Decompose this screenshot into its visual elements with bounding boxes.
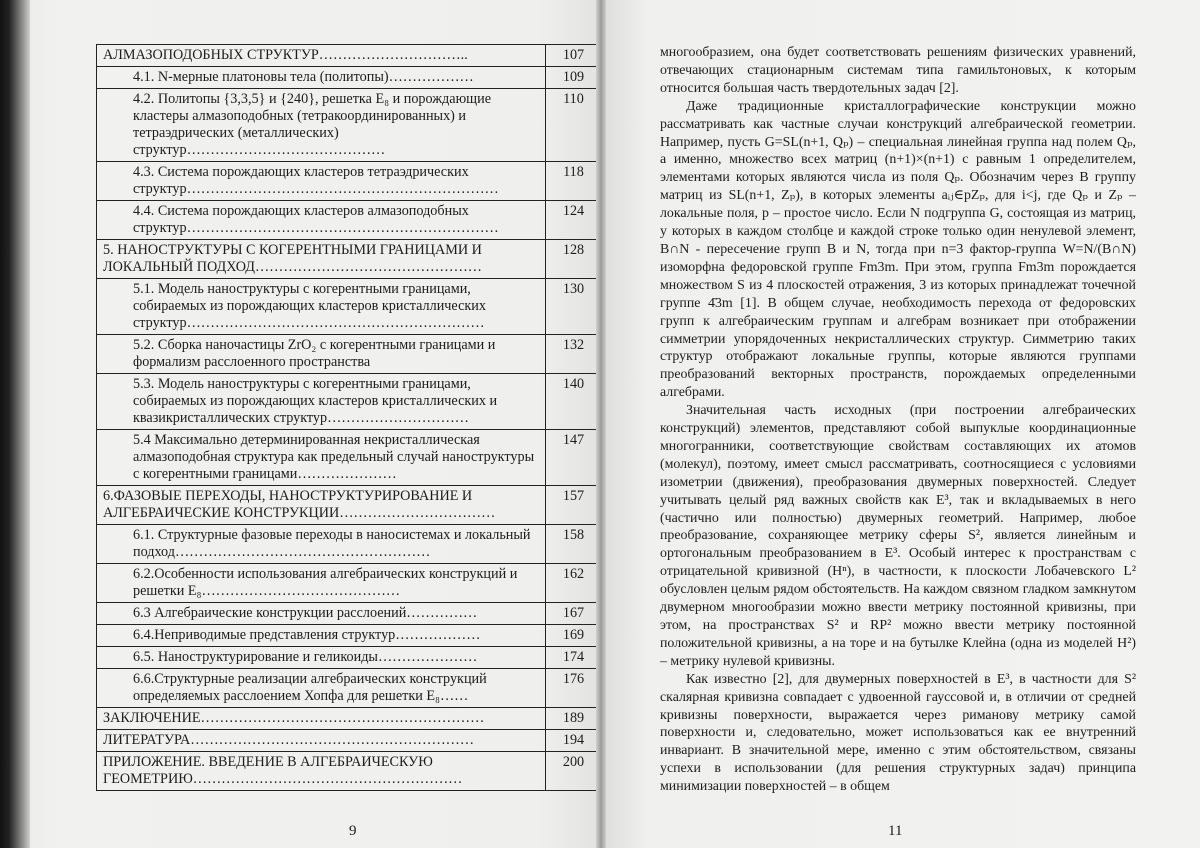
toc-entry-label: 6.5. Наноструктурирование и геликоиды………………… xyxy=(133,649,539,666)
toc-entry xyxy=(96,668,600,707)
toc-entry xyxy=(96,646,600,668)
toc-entry-label: 5.3. Модель наноструктуры с когерентными границами, собираемых из порождающих кластеров кристаллических и квазикристаллических структур………………………… xyxy=(133,376,539,427)
toc-entry xyxy=(96,602,600,624)
toc-entry-label: ЗАКЛЮЧЕНИЕ…………………………………………………… xyxy=(103,710,539,727)
toc-entry-label: ЛИТЕРАТУРА…………………………………………………… xyxy=(103,732,539,749)
toc-entry-label: АЛМАЗОПОДОБНЫХ СТРУКТУР………………………….. xyxy=(103,47,539,64)
paragraph: Даже традиционные кристаллографические конструкции можно рассматривать как частные случаи конструкций алгебраической геометрии. Например, пусть G=SL(n+1, Qₚ) – специальная линейная группа над полем Qₚ, а именно, множество всех матриц (n+1)×(n+1) с равным 1 определителем, элементами которых являются числа из поля Qₚ. Обозначим через B группу матриц из SL(n+1, Zₚ), в которых элементы aᵢⱼ∈pZₚ, для i<j, где Qₚ и Zₚ – локальные поля, p – простое число. Если N подгруппа G, состоящая из матриц, у которых в каждом столбце и каждой строке только один ненулевой элемент, B∩N - пересечение групп B и N, тогда при n=3 фактор-группа W=N/(B∩N) изоморфна федоровской группе Fm3m. При этом, группа Fm3m порождается множеством S из 4 плоскостей отражения, 3 из которых принадлежат точечной группе 4̄3m [1]. В общем случае, необходимость перехода от федоровских групп к алгебраическим группам и алгебрам возникает при отображении симметрии упорядоченных некристаллических структур. Симметрию таких структур отображают локальные группы, которые являются группами преобразований векторных пространств, порождаемых определенными алгебрами. xyxy=(660,98,1136,402)
toc-entry-page: 128 xyxy=(545,240,600,278)
toc-entry-label: 4.3. Система порождающих кластеров тетраэдрических структур………………………………………………………… xyxy=(133,164,539,198)
toc-entry-page: 130 xyxy=(545,279,600,334)
toc-entry-page: 194 xyxy=(545,730,600,751)
toc-entry xyxy=(96,373,600,429)
toc-entry-label: 5.4 Максимально детерминированная некристаллическая алмазоподобная структура как предельный случай наноструктуры с когерентными границами………………… xyxy=(133,432,539,483)
toc-entry-label: 6.2.Особенности использования алгебраических конструкций и решетки E₈…………………………………… xyxy=(133,566,539,600)
page-number-left: 9 xyxy=(349,823,357,840)
toc-entry xyxy=(96,563,600,602)
toc-entry-label: 4.2. Политопы {3,3,5} и {240}, решетка E₈ и порождающие кластеры алмазоподобных (тетракоординированных) и тетраэдрических (металлических) структур…………………………………… xyxy=(133,91,539,159)
toc-entry xyxy=(96,334,600,373)
toc-entry xyxy=(96,239,600,278)
toc-entry xyxy=(96,278,600,334)
toc-entry xyxy=(96,429,600,485)
toc-entry-label: 4.4. Система порождающих кластеров алмазоподобных структур………………………………………………………… xyxy=(133,203,539,237)
toc-entry xyxy=(96,88,600,161)
toc-entry-page: 109 xyxy=(545,67,600,88)
toc-entry-page: 140 xyxy=(545,374,600,429)
toc-entry-label: 6.1. Структурные фазовые переходы в наносистемах и локальный подход……………………………………………… xyxy=(133,527,539,561)
toc-entry-label: 6.ФАЗОВЫЕ ПЕРЕХОДЫ, НАНОСТРУКТУРИРОВАНИЕ И АЛГЕБРАИЧЕСКИЕ КОНСТРУКЦИИ…………………………… xyxy=(103,488,539,522)
toc-entry-label: 6.4.Неприводимые представления структур……………… xyxy=(133,627,539,644)
toc-entry-page: 189 xyxy=(545,708,600,729)
toc-entry-page: 132 xyxy=(545,335,600,373)
toc-entry xyxy=(96,485,600,524)
toc-entry-page: 162 xyxy=(545,564,600,602)
toc-entry-label: 4.1. N-мерные платоновы тела (политопы)……………… xyxy=(133,69,539,86)
toc-entry-page: 118 xyxy=(545,162,600,200)
toc-entry-page: 157 xyxy=(545,486,600,524)
right-page xyxy=(600,0,1200,848)
book-gutter xyxy=(596,0,606,848)
toc-entry-page: 124 xyxy=(545,201,600,239)
paragraph: многообразием, она будет соответствовать решениям физических уравнений, отвечающих стационарным системам типа гамильтоновых, к которым относится большая часть твердотельных задач [2]. xyxy=(660,44,1136,98)
paragraph: Как известно [2], для двумерных поверхностей в E³, в частности для S² скалярная кривизна совпадает с удвоенной гауссовой и, в отличии от средней кривизны поверхности, выражается через риманову метрику самой поверхности и, следовательно, может использоваться как ее внутренний инвариант. В значительной мере, именно с этим обстоятельством, связаны успехи в использовании (для решения структурных задач) принципа минимизации поверхностей – в общем xyxy=(660,671,1136,796)
paragraph: Значительная часть исходных (при построении алгебраических конструкций) элементов, представляют собой выпуклые координационные многогранники, соответствующие свойствам составляющих их атомов (молекул), поэтому, имеет смысл рассматривать, соотносящиеся с условиями изометрии (движения), преобразования двумерных поверхностей. Следует учитывать целый ряд важных свойств как E³, так и вкладываемых в него (частично или полностью) двумерных геометрий. Например, любое преобразование, сохраняющее метрику сферы S², является линейным и ортогональным преобразованием в E³. Особый интерес к пространствам с отрицательной кривизной (Hⁿ), в частности, к плоскости Лобачевского L² обусловлен целым рядом обстоятельств. На каждом связном гладком замкнутом двумерном многообразии можно ввести метрику постоянной кривизны, при этом, на пространствах S² и RP² можно ввести метрику постоянной положительной кривизны, а на торе и на бутылке Клейна (одна из моделей H²) – метрику нулевой кривизны. xyxy=(660,402,1136,671)
toc-entry-page: 167 xyxy=(545,603,600,624)
toc-entry-label: 6.6.Структурные реализации алгебраических конструкций определяемых расслоением Хопфа для решетки E₈…… xyxy=(133,671,539,705)
toc-entry xyxy=(96,161,600,200)
toc-entry xyxy=(96,751,600,791)
table-of-contents xyxy=(96,44,600,791)
toc-entry-page: 110 xyxy=(545,89,600,161)
toc-entry-page: 174 xyxy=(545,647,600,668)
toc-entry-page: 200 xyxy=(545,752,600,790)
toc-entry-page: 158 xyxy=(545,525,600,563)
toc-entry xyxy=(96,44,600,66)
toc-entry xyxy=(96,729,600,751)
toc-entry-page: 107 xyxy=(545,45,600,66)
toc-entry xyxy=(96,624,600,646)
body-text xyxy=(660,44,1136,796)
left-page xyxy=(0,0,600,848)
toc-entry-label: ПРИЛОЖЕНИЕ. ВВЕДЕНИЕ В АЛГЕБРАИЧЕСКУЮ ГЕОМЕТРИЮ………………………………………………… xyxy=(103,754,539,788)
toc-entry-label: 5. НАНОСТРУКТУРЫ С КОГЕРЕНТНЫМИ ГРАНИЦАМИ И ЛОКАЛЬНЫЙ ПОДХОД………………………………………… xyxy=(103,242,539,276)
toc-entry xyxy=(96,707,600,729)
book-edge-shadow xyxy=(0,0,30,848)
toc-entry-page: 176 xyxy=(545,669,600,707)
toc-entry-page: 147 xyxy=(545,430,600,485)
toc-entry xyxy=(96,200,600,239)
toc-entry-page: 169 xyxy=(545,625,600,646)
toc-entry-label: 5.2. Сборка наночастицы ZrO₂ с когерентными границами и формализм расслоенного пространства xyxy=(133,337,539,371)
toc-entry-label: 5.1. Модель наноструктуры с когерентными границами, собираемых из порождающих кластеров кристаллических структур……………………………………………………… xyxy=(133,281,539,332)
toc-entry xyxy=(96,66,600,88)
page-number-right: 11 xyxy=(888,823,902,840)
toc-entry xyxy=(96,524,600,563)
toc-entry-label: 6.3 Алгебраические конструкции расслоений…………… xyxy=(133,605,539,622)
